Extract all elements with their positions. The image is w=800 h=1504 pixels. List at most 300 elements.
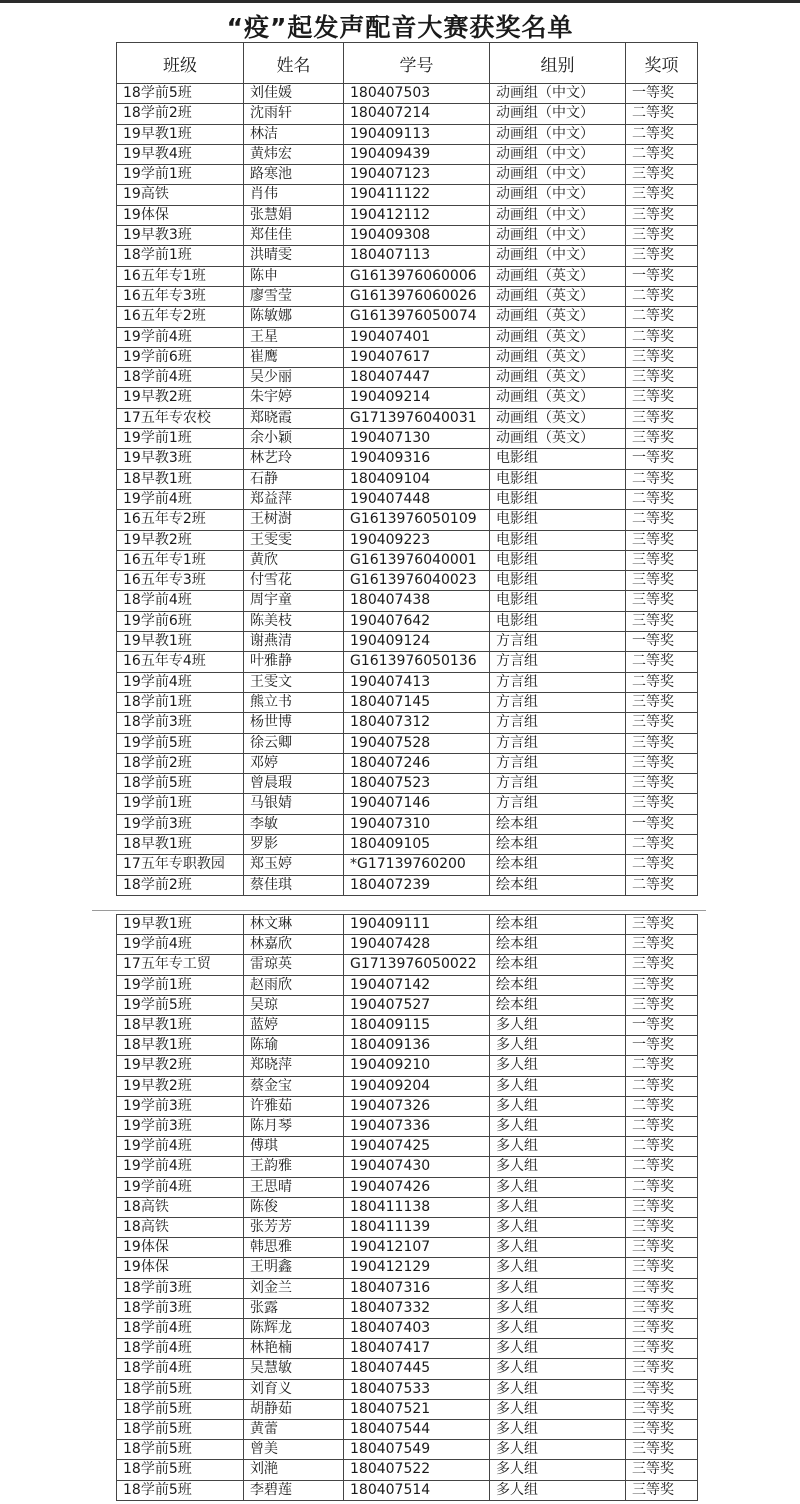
cell-student-id: 180407503 — [344, 84, 490, 104]
cell-class: 19体保 — [117, 1258, 244, 1278]
cell-student-id: 180409136 — [344, 1036, 490, 1056]
cell-name: 徐云卿 — [244, 733, 344, 753]
cell-name: 陈申 — [244, 266, 344, 286]
table-row — [117, 266, 698, 286]
cell-name: 熊立书 — [244, 692, 344, 712]
cell-class: 16五年专1班 — [117, 266, 244, 286]
cell-class: 19体保 — [117, 1238, 244, 1258]
cell-class: 18早教1班 — [117, 834, 244, 854]
cell-class: 16五年专2班 — [117, 307, 244, 327]
cell-class: 19学前4班 — [117, 935, 244, 955]
cell-group: 方言组 — [490, 794, 626, 814]
table-row — [117, 489, 698, 509]
header-group: 组别 — [490, 43, 626, 84]
cell-class: 18早教1班 — [117, 1036, 244, 1056]
table-row — [117, 713, 698, 733]
cell-name: 黄炜宏 — [244, 144, 344, 164]
table-row — [117, 1157, 698, 1177]
cell-student-id: G1613976060026 — [344, 286, 490, 306]
awards-table-part-1 — [116, 42, 698, 896]
table-row — [117, 185, 698, 205]
table-row — [117, 632, 698, 652]
cell-award: 二等奖 — [626, 307, 698, 327]
cell-name: 杨世博 — [244, 713, 344, 733]
cell-group: 动画组（中文） — [490, 104, 626, 124]
cell-name: 蔡金宝 — [244, 1076, 344, 1096]
cell-name: 吴慧敏 — [244, 1359, 344, 1379]
table-row — [117, 1036, 698, 1056]
table-row — [117, 165, 698, 185]
cell-class: 18早教1班 — [117, 1016, 244, 1036]
table-row — [117, 855, 698, 875]
cell-group: 动画组（中文） — [490, 185, 626, 205]
cell-award: 三等奖 — [626, 571, 698, 591]
table-row — [117, 955, 698, 975]
cell-group: 多人组 — [490, 1258, 626, 1278]
cell-name: 林艳楠 — [244, 1339, 344, 1359]
cell-award: 三等奖 — [626, 1480, 698, 1500]
awards-table-part-2 — [116, 914, 698, 1501]
cell-class: 18学前3班 — [117, 1278, 244, 1298]
table-row — [117, 1117, 698, 1137]
cell-student-id: 180407447 — [344, 368, 490, 388]
cell-group: 动画组（英文） — [490, 266, 626, 286]
cell-name: 陈辉龙 — [244, 1319, 344, 1339]
cell-name: 石静 — [244, 469, 344, 489]
cell-group: 动画组（英文） — [490, 408, 626, 428]
cell-class: 18学前1班 — [117, 246, 244, 266]
cell-award: 三等奖 — [626, 408, 698, 428]
table-row — [117, 1177, 698, 1197]
table-row — [117, 1197, 698, 1217]
cell-class: 18学前5班 — [117, 1480, 244, 1500]
cell-class: 19早教3班 — [117, 449, 244, 469]
cell-group: 多人组 — [490, 1096, 626, 1116]
cell-name: 付雪花 — [244, 571, 344, 591]
cell-student-id: 180407239 — [344, 875, 490, 895]
cell-class: 19学前3班 — [117, 814, 244, 834]
cell-name: 张露 — [244, 1298, 344, 1318]
cell-award: 三等奖 — [626, 955, 698, 975]
cell-award: 三等奖 — [626, 1298, 698, 1318]
cell-group: 多人组 — [490, 1056, 626, 1076]
cell-group: 绘本组 — [490, 834, 626, 854]
cell-student-id: 190407130 — [344, 429, 490, 449]
cell-award: 三等奖 — [626, 1359, 698, 1379]
cell-group: 动画组（英文） — [490, 368, 626, 388]
table-row — [117, 1379, 698, 1399]
table-row — [117, 834, 698, 854]
cell-name: 刘金兰 — [244, 1278, 344, 1298]
cell-student-id: 180407246 — [344, 753, 490, 773]
cell-group: 绘本组 — [490, 995, 626, 1015]
table-row — [117, 1399, 698, 1419]
cell-class: 19早教2班 — [117, 1056, 244, 1076]
cell-group: 动画组（英文） — [490, 347, 626, 367]
cell-award: 二等奖 — [626, 1117, 698, 1137]
cell-class: 18学前4班 — [117, 368, 244, 388]
cell-name: 余小颖 — [244, 429, 344, 449]
cell-name: 陈俊 — [244, 1197, 344, 1217]
cell-award: 二等奖 — [626, 144, 698, 164]
header-name: 姓名 — [244, 43, 344, 84]
cell-student-id: 180407445 — [344, 1359, 490, 1379]
cell-award: 三等奖 — [626, 1218, 698, 1238]
cell-name: 雷琼英 — [244, 955, 344, 975]
cell-student-id: G1613976060006 — [344, 266, 490, 286]
cell-award: 三等奖 — [626, 185, 698, 205]
table-row — [117, 1278, 698, 1298]
cell-group: 动画组（中文） — [490, 165, 626, 185]
cell-name: 曾晨瑕 — [244, 774, 344, 794]
cell-award: 一等奖 — [626, 449, 698, 469]
cell-class: 19学前4班 — [117, 1157, 244, 1177]
cell-award: 三等奖 — [626, 692, 698, 712]
cell-student-id: 190412107 — [344, 1238, 490, 1258]
cell-group: 方言组 — [490, 774, 626, 794]
cell-award: 二等奖 — [626, 834, 698, 854]
cell-award: 二等奖 — [626, 489, 698, 509]
cell-name: 吴少丽 — [244, 368, 344, 388]
cell-class: 19学前4班 — [117, 1177, 244, 1197]
cell-group: 多人组 — [490, 1137, 626, 1157]
table-row — [117, 1298, 698, 1318]
cell-class: 19早教3班 — [117, 226, 244, 246]
cell-student-id: G1613976050074 — [344, 307, 490, 327]
cell-group: 多人组 — [490, 1278, 626, 1298]
table-row — [117, 975, 698, 995]
cell-group: 绘本组 — [490, 915, 626, 935]
cell-award: 二等奖 — [626, 286, 698, 306]
cell-student-id: 190409111 — [344, 915, 490, 935]
cell-group: 多人组 — [490, 1157, 626, 1177]
cell-name: 陈敏娜 — [244, 307, 344, 327]
cell-name: 张芳芳 — [244, 1218, 344, 1238]
cell-name: 崔鹰 — [244, 347, 344, 367]
cell-class: 18学前3班 — [117, 713, 244, 733]
table-row — [117, 368, 698, 388]
cell-class: 19学前3班 — [117, 1096, 244, 1116]
cell-group: 电影组 — [490, 469, 626, 489]
cell-award: 二等奖 — [626, 1177, 698, 1197]
table-row — [117, 875, 698, 895]
cell-student-id: 180409115 — [344, 1016, 490, 1036]
cell-name: 傅琪 — [244, 1137, 344, 1157]
cell-name: 许雅茹 — [244, 1096, 344, 1116]
cell-group: 电影组 — [490, 489, 626, 509]
cell-class: 17五年专农校 — [117, 408, 244, 428]
cell-class: 18学前5班 — [117, 1399, 244, 1419]
cell-group: 电影组 — [490, 591, 626, 611]
cell-group: 绘本组 — [490, 855, 626, 875]
cell-award: 三等奖 — [626, 915, 698, 935]
cell-name: 郑佳佳 — [244, 226, 344, 246]
table-row — [117, 1016, 698, 1036]
cell-group: 方言组 — [490, 652, 626, 672]
table-row — [117, 995, 698, 1015]
cell-student-id: 180407523 — [344, 774, 490, 794]
cell-award: 三等奖 — [626, 1319, 698, 1339]
cell-award: 三等奖 — [626, 1197, 698, 1217]
cell-student-id: 190407528 — [344, 733, 490, 753]
cell-class: 16五年专2班 — [117, 510, 244, 530]
cell-group: 方言组 — [490, 753, 626, 773]
cell-student-id: 190407425 — [344, 1137, 490, 1157]
cell-class: 16五年专3班 — [117, 286, 244, 306]
cell-name: 谢燕清 — [244, 632, 344, 652]
cell-class: 19学前6班 — [117, 611, 244, 631]
cell-award: 三等奖 — [626, 753, 698, 773]
cell-class: 18学前3班 — [117, 1298, 244, 1318]
cell-student-id: 190409204 — [344, 1076, 490, 1096]
cell-group: 方言组 — [490, 713, 626, 733]
top-edge-bar — [0, 0, 800, 3]
cell-student-id: 180407113 — [344, 246, 490, 266]
cell-award: 三等奖 — [626, 1278, 698, 1298]
cell-group: 多人组 — [490, 1177, 626, 1197]
header-award: 奖项 — [626, 43, 698, 84]
table-row — [117, 307, 698, 327]
cell-student-id: G1613976040001 — [344, 550, 490, 570]
cell-award: 三等奖 — [626, 347, 698, 367]
page-title: “疫”起发声配音大赛获奖名单 — [226, 13, 574, 42]
cell-award: 三等奖 — [626, 1379, 698, 1399]
cell-class: 19学前4班 — [117, 327, 244, 347]
cell-class: 19早教1班 — [117, 632, 244, 652]
cell-class: 18学前2班 — [117, 104, 244, 124]
table-row — [117, 1339, 698, 1359]
cell-group: 动画组（中文） — [490, 226, 626, 246]
cell-class: 18学前4班 — [117, 1359, 244, 1379]
cell-student-id: G1613976050109 — [344, 510, 490, 530]
table-row — [117, 652, 698, 672]
cell-award: 三等奖 — [626, 935, 698, 955]
cell-class: 19早教4班 — [117, 144, 244, 164]
cell-student-id: 190409214 — [344, 388, 490, 408]
cell-group: 多人组 — [490, 1440, 626, 1460]
table-row — [117, 388, 698, 408]
cell-student-id: 190407326 — [344, 1096, 490, 1116]
cell-group: 多人组 — [490, 1298, 626, 1318]
cell-name: 蔡佳琪 — [244, 875, 344, 895]
cell-name: 邓婷 — [244, 753, 344, 773]
cell-class: 19学前5班 — [117, 995, 244, 1015]
cell-group: 电影组 — [490, 571, 626, 591]
cell-class: 19学前1班 — [117, 975, 244, 995]
cell-class: 19学前6班 — [117, 347, 244, 367]
table-row — [117, 449, 698, 469]
cell-award: 三等奖 — [626, 774, 698, 794]
cell-group: 电影组 — [490, 449, 626, 469]
cell-group: 绘本组 — [490, 814, 626, 834]
cell-group: 多人组 — [490, 1319, 626, 1339]
cell-name: 王明鑫 — [244, 1258, 344, 1278]
cell-group: 绘本组 — [490, 875, 626, 895]
cell-group: 多人组 — [490, 1339, 626, 1359]
cell-name: 黄蕾 — [244, 1420, 344, 1440]
cell-student-id: 180407214 — [344, 104, 490, 124]
cell-group: 方言组 — [490, 692, 626, 712]
cell-student-id: 180407549 — [344, 1440, 490, 1460]
cell-name: 陈美枝 — [244, 611, 344, 631]
cell-class: 16五年专3班 — [117, 571, 244, 591]
table-row — [117, 226, 698, 246]
cell-award: 一等奖 — [626, 632, 698, 652]
cell-award: 三等奖 — [626, 995, 698, 1015]
cell-award: 三等奖 — [626, 1258, 698, 1278]
table-row — [117, 733, 698, 753]
cell-group: 多人组 — [490, 1460, 626, 1480]
cell-student-id: 180407438 — [344, 591, 490, 611]
cell-name: 黄欣 — [244, 550, 344, 570]
table-row — [117, 1480, 698, 1500]
cell-name: 王韵雅 — [244, 1157, 344, 1177]
cell-group: 多人组 — [490, 1218, 626, 1238]
table-row — [117, 1359, 698, 1379]
cell-award: 二等奖 — [626, 855, 698, 875]
cell-student-id: 190409124 — [344, 632, 490, 652]
cell-group: 方言组 — [490, 733, 626, 753]
cell-name: 陈瑜 — [244, 1036, 344, 1056]
cell-student-id: 180411139 — [344, 1218, 490, 1238]
cell-award: 二等奖 — [626, 124, 698, 144]
cell-name: 李碧莲 — [244, 1480, 344, 1500]
table-row — [117, 510, 698, 530]
cell-name: 陈月琴 — [244, 1117, 344, 1137]
cell-student-id: G1613976040023 — [344, 571, 490, 591]
cell-award: 三等奖 — [626, 1460, 698, 1480]
cell-class: 17五年专职教园 — [117, 855, 244, 875]
cell-class: 17五年专工贸 — [117, 955, 244, 975]
cell-name: 蓝婷 — [244, 1016, 344, 1036]
cell-name: 林洁 — [244, 124, 344, 144]
cell-group: 动画组（英文） — [490, 327, 626, 347]
cell-name: 王树澍 — [244, 510, 344, 530]
cell-name: 王思晴 — [244, 1177, 344, 1197]
cell-name: 沈雨轩 — [244, 104, 344, 124]
cell-class: 19学前1班 — [117, 165, 244, 185]
cell-student-id: 180407544 — [344, 1420, 490, 1440]
cell-award: 二等奖 — [626, 1056, 698, 1076]
cell-name: 赵雨欣 — [244, 975, 344, 995]
cell-student-id: 180407312 — [344, 713, 490, 733]
cell-name: 韩思雅 — [244, 1238, 344, 1258]
cell-class: 18学前2班 — [117, 875, 244, 895]
cell-award: 二等奖 — [626, 1137, 698, 1157]
cell-class: 18学前4班 — [117, 1339, 244, 1359]
cell-group: 多人组 — [490, 1117, 626, 1137]
table-row — [117, 692, 698, 712]
cell-student-id: 180407316 — [344, 1278, 490, 1298]
header-class: 班级 — [117, 43, 244, 84]
cell-class: 19早教2班 — [117, 1076, 244, 1096]
cell-group: 多人组 — [490, 1238, 626, 1258]
cell-group: 多人组 — [490, 1076, 626, 1096]
cell-student-id: 190412112 — [344, 205, 490, 225]
cell-class: 18学前5班 — [117, 1379, 244, 1399]
cell-name: 郑玉婷 — [244, 855, 344, 875]
cell-group: 绘本组 — [490, 935, 626, 955]
cell-student-id: 180407145 — [344, 692, 490, 712]
cell-class: 18早教1班 — [117, 469, 244, 489]
cell-class: 18学前5班 — [117, 1460, 244, 1480]
cell-award: 二等奖 — [626, 1157, 698, 1177]
table-row — [117, 814, 698, 834]
cell-award: 二等奖 — [626, 652, 698, 672]
table-row — [117, 286, 698, 306]
table-row — [117, 935, 698, 955]
cell-award: 三等奖 — [626, 246, 698, 266]
cell-name: 郑晓霞 — [244, 408, 344, 428]
cell-name: 洪晴雯 — [244, 246, 344, 266]
table-row — [117, 530, 698, 550]
cell-award: 三等奖 — [626, 975, 698, 995]
cell-group: 多人组 — [490, 1036, 626, 1056]
table-row — [117, 1056, 698, 1076]
cell-student-id: 180407332 — [344, 1298, 490, 1318]
cell-student-id: 180407403 — [344, 1319, 490, 1339]
cell-award: 二等奖 — [626, 104, 698, 124]
cell-name: 郑益萍 — [244, 489, 344, 509]
table-row — [117, 1076, 698, 1096]
cell-name: 罗影 — [244, 834, 344, 854]
table-row — [117, 1218, 698, 1238]
cell-award: 三等奖 — [626, 1420, 698, 1440]
table-row — [117, 429, 698, 449]
cell-name: 吴琼 — [244, 995, 344, 1015]
cell-student-id: 190407448 — [344, 489, 490, 509]
table-row — [117, 550, 698, 570]
cell-class: 19学前4班 — [117, 672, 244, 692]
cell-award: 三等奖 — [626, 429, 698, 449]
cell-award: 三等奖 — [626, 713, 698, 733]
cell-student-id: 190407527 — [344, 995, 490, 1015]
cell-class: 19学前4班 — [117, 1137, 244, 1157]
cell-name: 林嘉欣 — [244, 935, 344, 955]
cell-award: 二等奖 — [626, 510, 698, 530]
cell-award: 三等奖 — [626, 165, 698, 185]
cell-group: 多人组 — [490, 1480, 626, 1500]
table-row — [117, 327, 698, 347]
table-row — [117, 1096, 698, 1116]
cell-student-id: 190407430 — [344, 1157, 490, 1177]
cell-student-id: 190411122 — [344, 185, 490, 205]
cell-award: 三等奖 — [626, 226, 698, 246]
cell-group: 动画组（中文） — [490, 246, 626, 266]
cell-student-id: 190407401 — [344, 327, 490, 347]
cell-award: 二等奖 — [626, 875, 698, 895]
cell-group: 电影组 — [490, 530, 626, 550]
cell-award: 三等奖 — [626, 733, 698, 753]
cell-student-id: 190409439 — [344, 144, 490, 164]
cell-group: 多人组 — [490, 1379, 626, 1399]
cell-award: 三等奖 — [626, 1399, 698, 1419]
cell-award: 一等奖 — [626, 814, 698, 834]
cell-student-id: 190409316 — [344, 449, 490, 469]
cell-class: 19学前5班 — [117, 733, 244, 753]
cell-name: 朱宇婷 — [244, 388, 344, 408]
cell-award: 二等奖 — [626, 1076, 698, 1096]
table-row — [117, 1420, 698, 1440]
cell-class: 19早教2班 — [117, 530, 244, 550]
cell-group: 多人组 — [490, 1197, 626, 1217]
cell-award: 二等奖 — [626, 1096, 698, 1116]
page-divider — [92, 910, 706, 911]
cell-name: 林文琳 — [244, 915, 344, 935]
cell-award: 二等奖 — [626, 672, 698, 692]
table-row — [117, 124, 698, 144]
table-row — [117, 1460, 698, 1480]
